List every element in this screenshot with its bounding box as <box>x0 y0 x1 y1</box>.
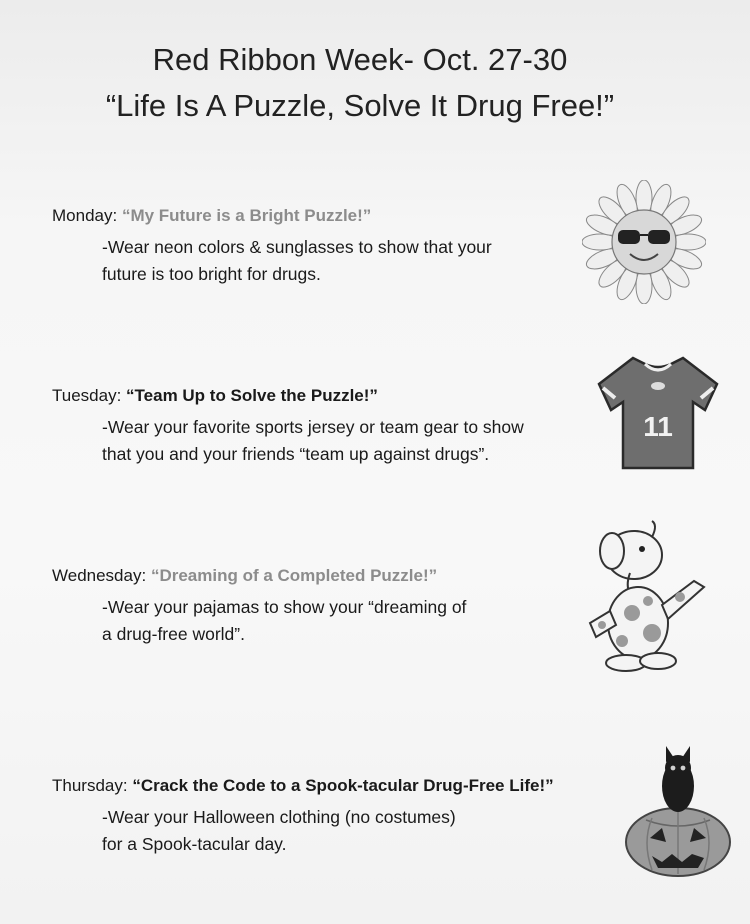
day-section-thursday <box>52 776 612 858</box>
cat-in-pumpkin-icon <box>622 742 734 878</box>
elephant-in-pajamas-icon <box>582 515 717 675</box>
page-title: Red Ribbon Week- Oct. 27-30 <box>152 42 568 77</box>
day-label: Monday: <box>52 206 118 225</box>
day-description <box>102 804 612 858</box>
day-description <box>102 594 612 648</box>
description-line: that you and your friends “team up against drugs”. <box>102 444 490 464</box>
day-label: Tuesday: <box>52 386 122 405</box>
sun-with-sunglasses-icon <box>582 180 706 304</box>
description-line: a drug-free world”. <box>102 624 245 644</box>
day-section-monday <box>52 206 612 288</box>
description-line: -Wear neon colors & sunglasses to show that your <box>102 237 492 257</box>
day-label: Wednesday: <box>52 566 147 585</box>
description-line: -Wear your favorite sports jersey or team gear to show <box>102 417 524 437</box>
description-line: -Wear your pajamas to show your “dreaming of <box>102 597 467 617</box>
day-theme: “Team Up to Solve the Puzzle!” <box>126 386 378 405</box>
description-line: for a Spook-tacular day. <box>102 834 287 854</box>
description-line: future is too bright for drugs. <box>102 264 321 284</box>
day-theme: “Dreaming of a Completed Puzzle!” <box>150 566 438 585</box>
day-theme: “My Future is a Bright Puzzle!” <box>121 206 372 225</box>
day-description <box>102 414 612 468</box>
page-subtitle: “Life Is A Puzzle, Solve It Drug Free!” <box>105 88 615 123</box>
jersey-number: 11 <box>643 411 673 442</box>
day-description <box>102 234 612 288</box>
day-theme: “Crack the Code to a Spook-tacular Drug-Free Life!” <box>132 776 554 795</box>
day-label: Thursday: <box>52 776 128 795</box>
description-line: -Wear your Halloween clothing (no costumes) <box>102 807 456 827</box>
day-section-wednesday <box>52 566 612 648</box>
day-section-tuesday <box>52 386 612 468</box>
sports-jersey-icon <box>593 350 723 475</box>
